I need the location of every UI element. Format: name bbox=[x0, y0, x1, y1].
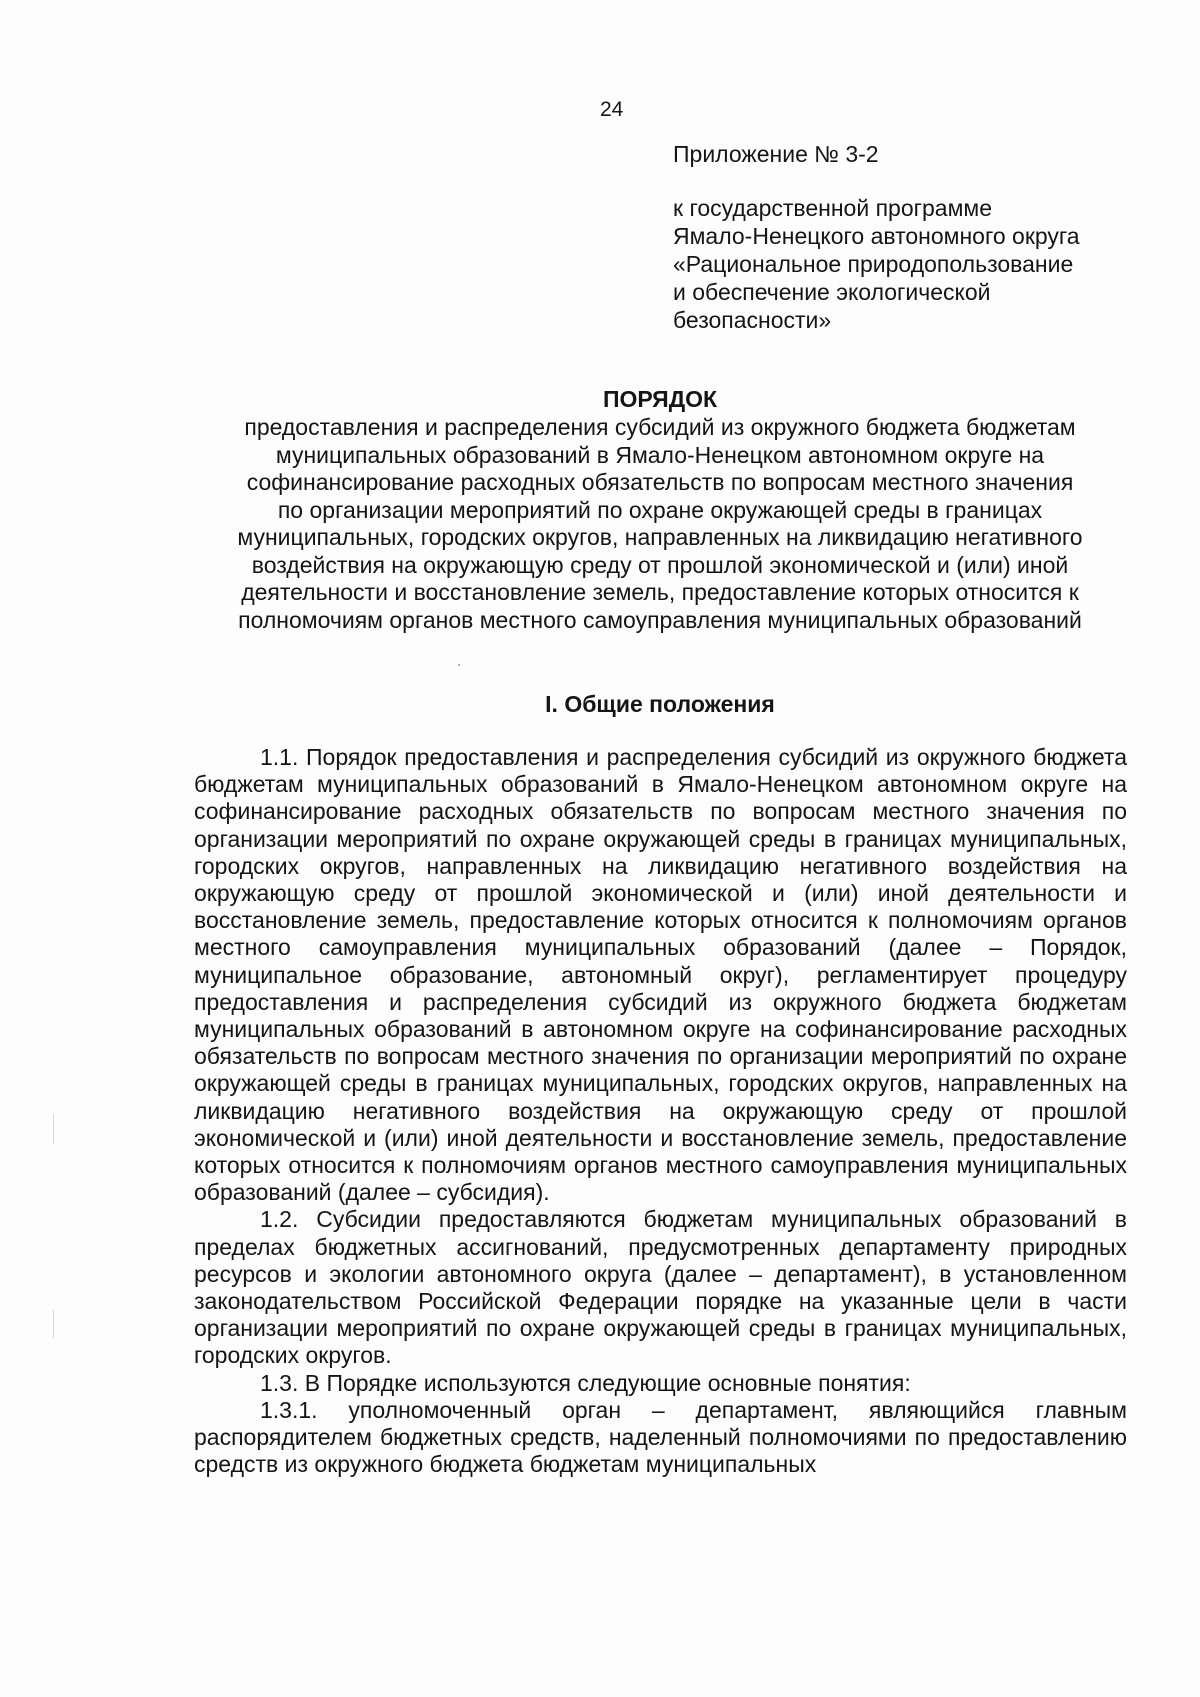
paragraph: 1.3. В Порядке используются следующие основные понятия: bbox=[260, 1369, 911, 1396]
appendix-description-line: Ямало-Ненецкого автономного округа bbox=[673, 223, 1080, 249]
scan-margin-mark bbox=[53, 1114, 54, 1144]
subtitle-line: полномочиям органов местного самоуправления муниципальных образований bbox=[238, 606, 1082, 633]
subtitle-line: воздействия на окружающую среду от прошлой экономической и (или) иной bbox=[251, 551, 1069, 578]
appendix-description-line: «Рациональное природопользование bbox=[673, 251, 1074, 277]
appendix-description-line: безопасности» bbox=[673, 307, 832, 333]
paragraph: 1.1. Порядок предоставления и распределения субсидий из окружного бюджета бюджетам муниципальных образований в Ямало-Ненецком автономном округе на софинансирование расходных обязательств по вопросам местного значения по организации мероприятий по охране окружающей среды в границах муниципальных, городских округов, направленных на ликвидацию негативного воздействия на окружающую среду от прошлой экономической и (или) иной деятельности и восстановление земель, предоставление которых относится к полномочиям органов местного самоуправления муниципальных образований (далее – Порядок, муниципальное образование, автономный округ), регламентирует процедуру предоставления и распределения субсидий из окружного бюджета бюджетам муниципальных образований в автономном округе на софинансирование расходных обязательств по вопросам местного значения по организации мероприятий по охране окружающей среды в границах муниципальных, городских округов, направленных на ликвидацию негативного воздействия на окружающую среду от прошлой экономической и (или) иной деятельности и восстановление земель, предоставление которых относится к полномочиям органов местного самоуправления муниципальных образований (далее – субсидия). bbox=[194, 744, 1127, 1206]
document-subtitle bbox=[180, 414, 1140, 634]
section-body bbox=[194, 744, 1127, 1478]
subtitle-line: софинансирование расходных обязательств по вопросам местного значения bbox=[246, 469, 1074, 495]
scan-artifact bbox=[458, 664, 460, 666]
document-title: ПОРЯДОК bbox=[602, 386, 718, 412]
subtitle-line: по организации мероприятий по охране окружающей среды в границах bbox=[277, 496, 1043, 523]
appendix-description-line: к государственной программе bbox=[673, 195, 993, 221]
appendix-number: Приложение № 3-2 bbox=[673, 141, 879, 167]
scan-margin-mark bbox=[53, 1310, 54, 1338]
subtitle-line: деятельности и восстановление земель, предоставление которых относится к bbox=[241, 579, 1079, 605]
paragraph: 1.3.1. уполномоченный орган – департамент, являющийся главным распорядителем бюджетных средств, наделенный полномочиями по предоставлению средств из окружного бюджета бюджетам муниципальных bbox=[194, 1396, 1127, 1478]
appendix-description-line: и обеспечение экологической bbox=[673, 279, 991, 305]
subtitle-line: муниципальных образований в Ямало-Ненецком автономном округе на bbox=[275, 441, 1045, 468]
appendix-description bbox=[673, 194, 1133, 334]
subtitle-line: предоставления и распределения субсидий из окружного бюджета бюджетам bbox=[244, 414, 1076, 440]
section-heading: I. Общие положения bbox=[545, 691, 775, 717]
paragraph: 1.2. Субсидии предоставляются бюджетам муниципальных образований в пределах бюджетных ассигнований, предусмотренных департаменту природных ресурсов и экологии автономного округа (далее – департамент), в установленном законодательством Российской Федерации порядке на указанные цели в части организации мероприятий по охране окружающей среды в границах муниципальных, городских округов. bbox=[194, 1206, 1127, 1369]
subtitle-line: муниципальных, городских округов, направленных на ликвидацию негативного bbox=[237, 524, 1083, 550]
page-number: 24 bbox=[600, 98, 624, 121]
